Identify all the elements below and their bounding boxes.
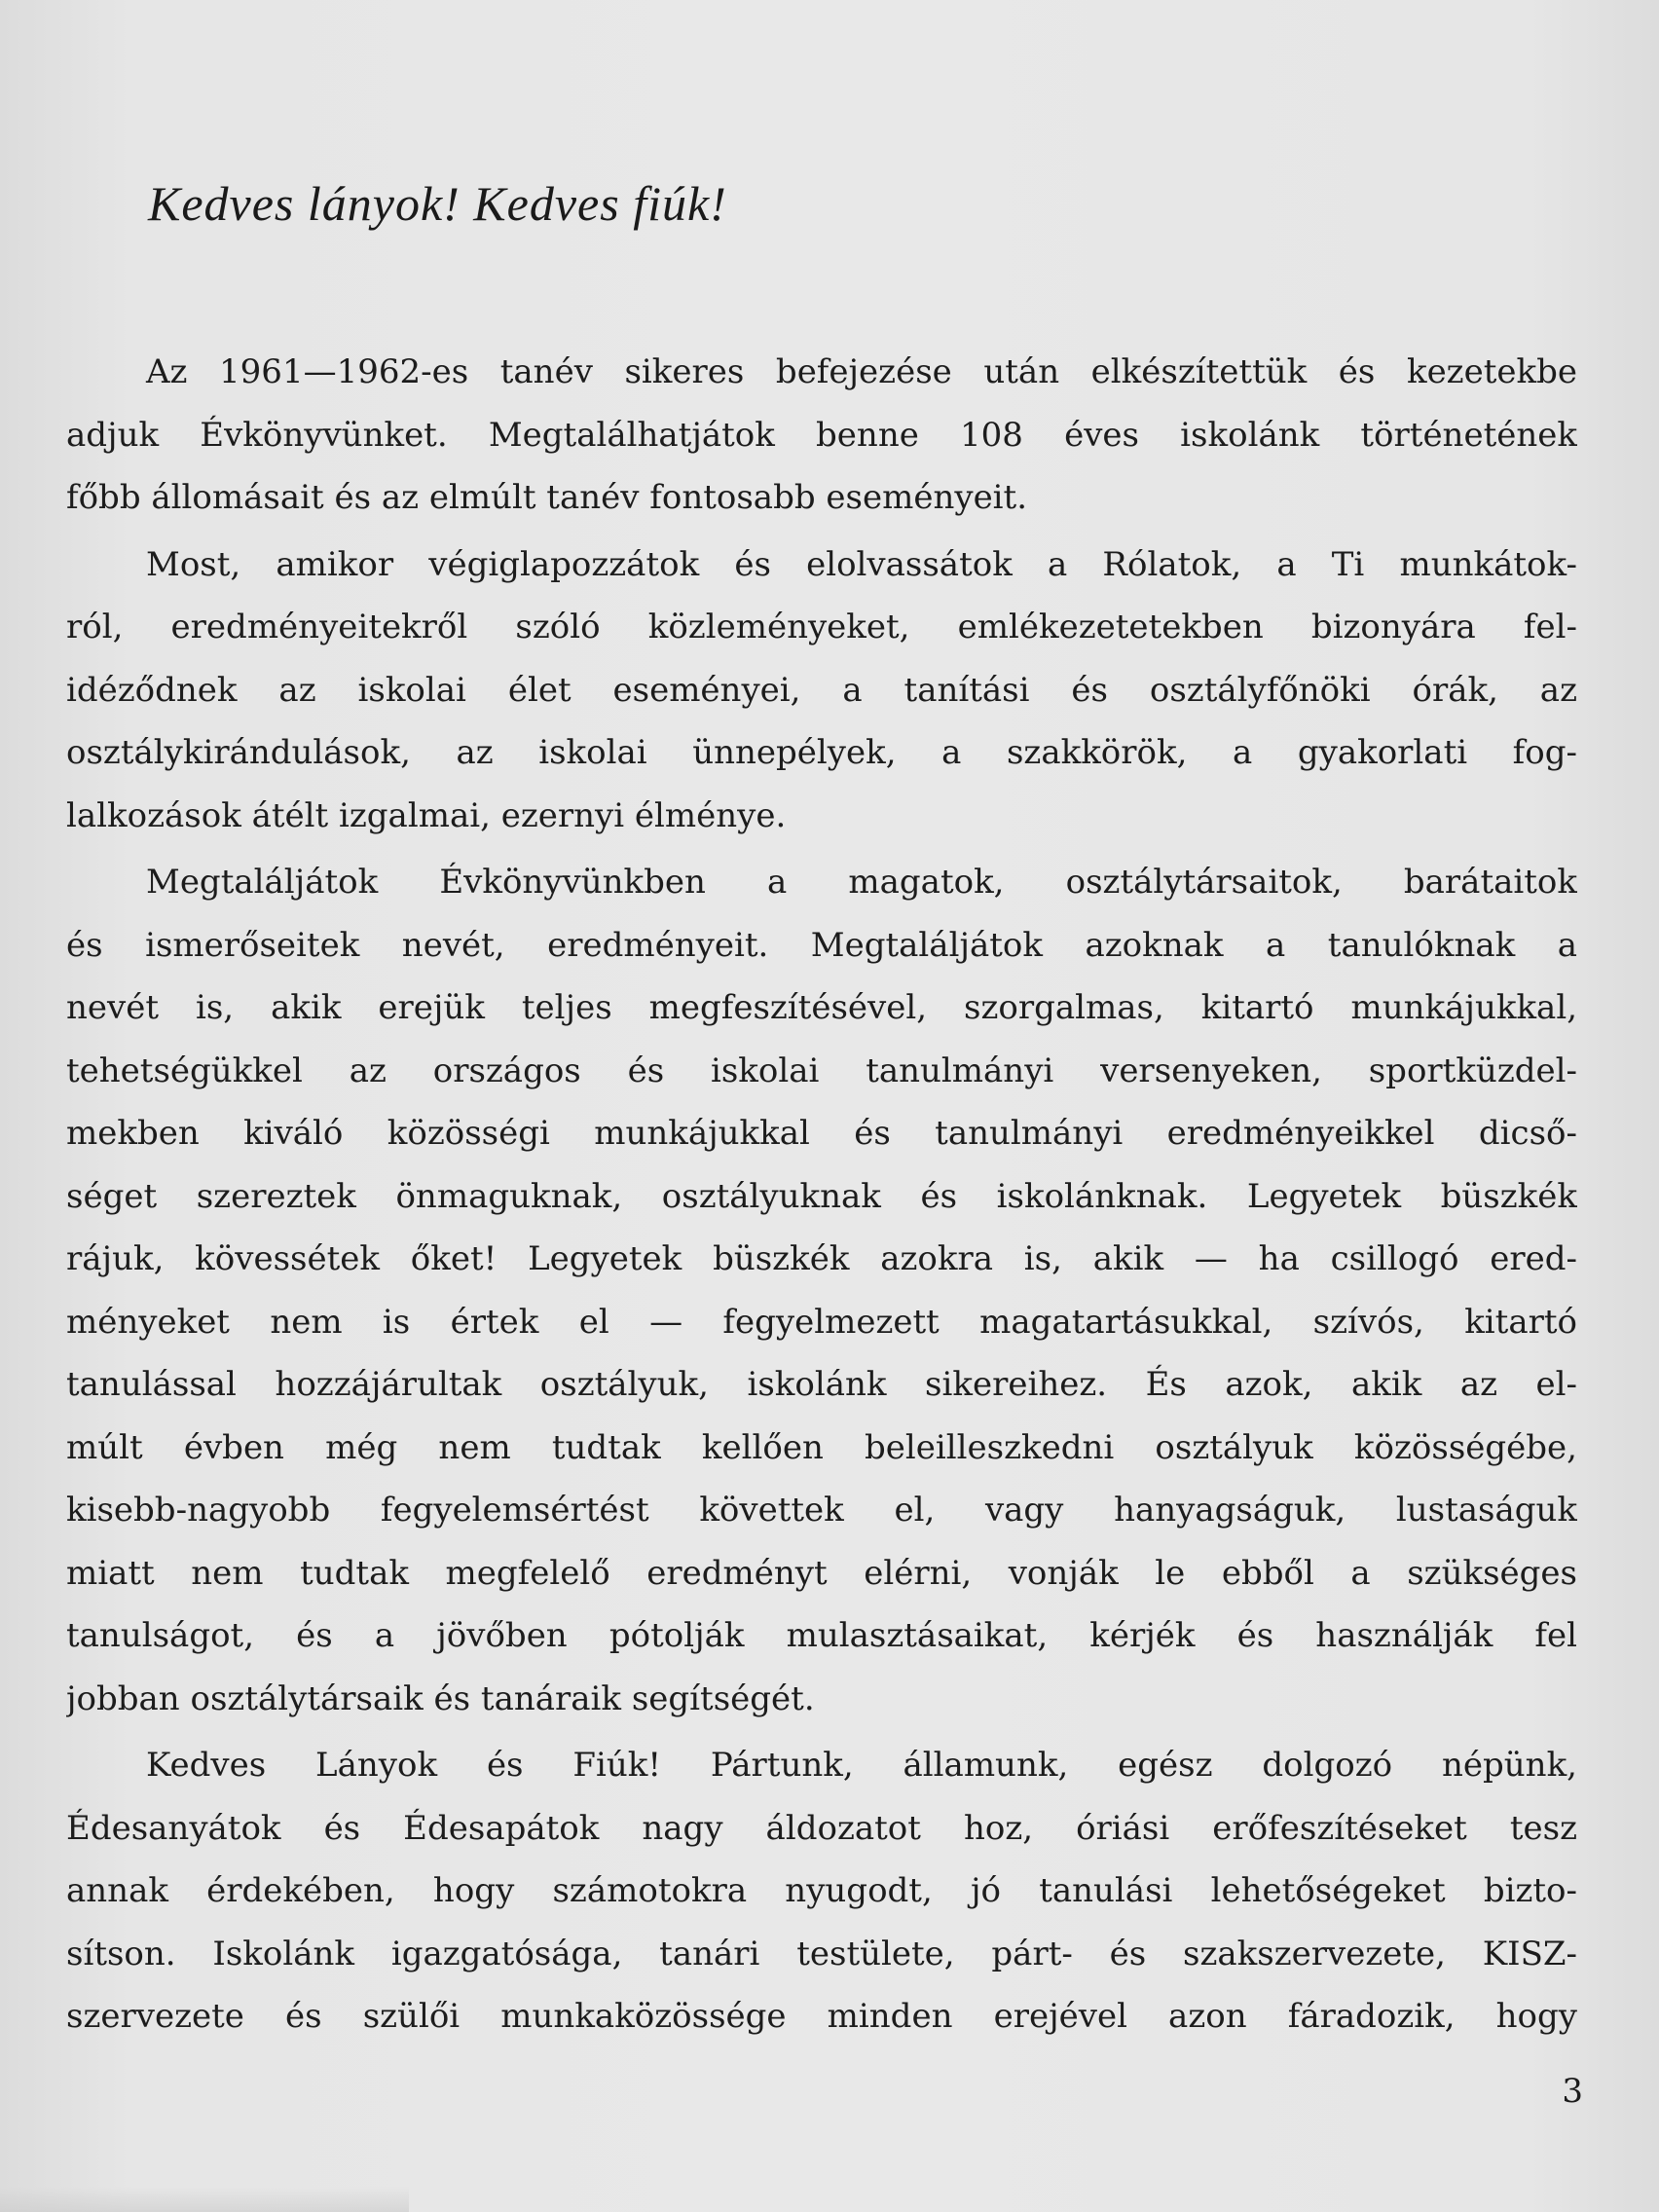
text-line: kisebb-nagyobb fegyelemsértést követtek el, vagy hanyagságuk, lustaságuk: [66, 1491, 1577, 1530]
text-line: mekben kiváló közösségi munkájukkal és tanulmányi eredményeikkel dicső-: [66, 1114, 1577, 1153]
text-line: múlt évben még nem tudtak kellően beleilleszkedni osztályuk közösségébe,: [66, 1427, 1577, 1467]
text-line: főbb állomásait és az elmúlt tanév fontosabb eseményeit.: [66, 478, 1028, 517]
paragraph: [66, 534, 1577, 848]
text-line: ményeket nem is értek el — fegyelmezett magatartásukkal, szívós, kitartó: [66, 1302, 1577, 1342]
text-line: osztálykirándulások, az iskolai ünnepélyek, a szakkörök, a gyakorlati fog-: [66, 733, 1577, 772]
text-line: sítson. Iskolánk igazgatósága, tanári testülete, párt- és szakszervezete, KISZ-: [66, 1934, 1577, 1973]
text-line: tehetségükkel az országos és iskolai tanulmányi versenyeken, sportküzdel-: [66, 1051, 1577, 1090]
text-line: lalkozások átélt izgalmai, ezernyi élménye.: [66, 795, 787, 835]
text-line: és ismerőseitek nevét, eredményeit. Megtaláljátok azoknak a tanulóknak a: [66, 925, 1577, 965]
text-line: ról, eredményeitekről szóló közleményeket, emlékezetetekben bizonyára fel-: [66, 608, 1577, 646]
text-line: tanulságot, és a jövőben pótolják mulasztásaikat, kérjék és használják fel: [66, 1616, 1577, 1655]
text-line: Kedves Lányok és Fiúk! Pártunk, államunk, egész dolgozó népünk,: [146, 1746, 1577, 1785]
text-line: Édesanyátok és Édesapátok nagy áldozatot hoz, óriási erőfeszítéseket tesz: [66, 1808, 1577, 1848]
text-line: tanulással hozzájárultak osztályuk, iskolánk sikereihez. És azok, akik az el-: [66, 1365, 1577, 1404]
text-line: Most, amikor végiglapozzátok és elolvassátok a Rólatok, a Ti munkátok-: [146, 544, 1577, 584]
text-line: nevét is, akik erejük teljes megfeszítésével, szorgalmas, kitartó munkájukkal,: [66, 988, 1577, 1027]
footer-shadow: [0, 2187, 409, 2212]
text-line: séget szereztek önmaguknak, osztályuknak és iskolánknak. Legyetek büszkék: [66, 1176, 1577, 1216]
paragraph: [66, 1734, 1577, 2048]
text-line: idéződnek az iskolai élet eseményei, a tanítási és osztályfőnöki órák, az: [66, 670, 1577, 710]
text-line: adjuk Évkönyvünket. Megtalálhatjátok benne 108 éves iskolánk történetének: [66, 415, 1577, 455]
page-heading: Kedves lányok! Kedves fiúk!: [148, 176, 727, 231]
body-text: [66, 341, 1577, 2052]
text-line: szervezete és szülői munkaközössége minden erejével azon fáradozik, hogy: [66, 1997, 1577, 2036]
text-line: miatt nem tudtak megfelelő eredményt elérni, vonják le ebből a szükséges: [66, 1553, 1577, 1593]
text-line: rájuk, kövessétek őket! Legyetek büszkék azokra is, akik — ha csillogó ered-: [66, 1239, 1577, 1278]
text-line: Az 1961—1962-es tanév sikeres befejezése után elkészítettük és kezetekbe: [146, 352, 1577, 391]
page-number: 3: [1562, 2072, 1583, 2111]
paragraph: [66, 341, 1577, 530]
text-line: annak érdekében, hogy számotokra nyugodt, jó tanulási lehetőségeket bizto-: [66, 1871, 1577, 1910]
text-line: jobban osztálytársaik és tanáraik segítségét.: [66, 1678, 815, 1718]
text-line: Megtaláljátok Évkönyvünkben a magatok, osztálytársaitok, barátaitok: [146, 863, 1577, 902]
paragraph: [66, 851, 1577, 1730]
